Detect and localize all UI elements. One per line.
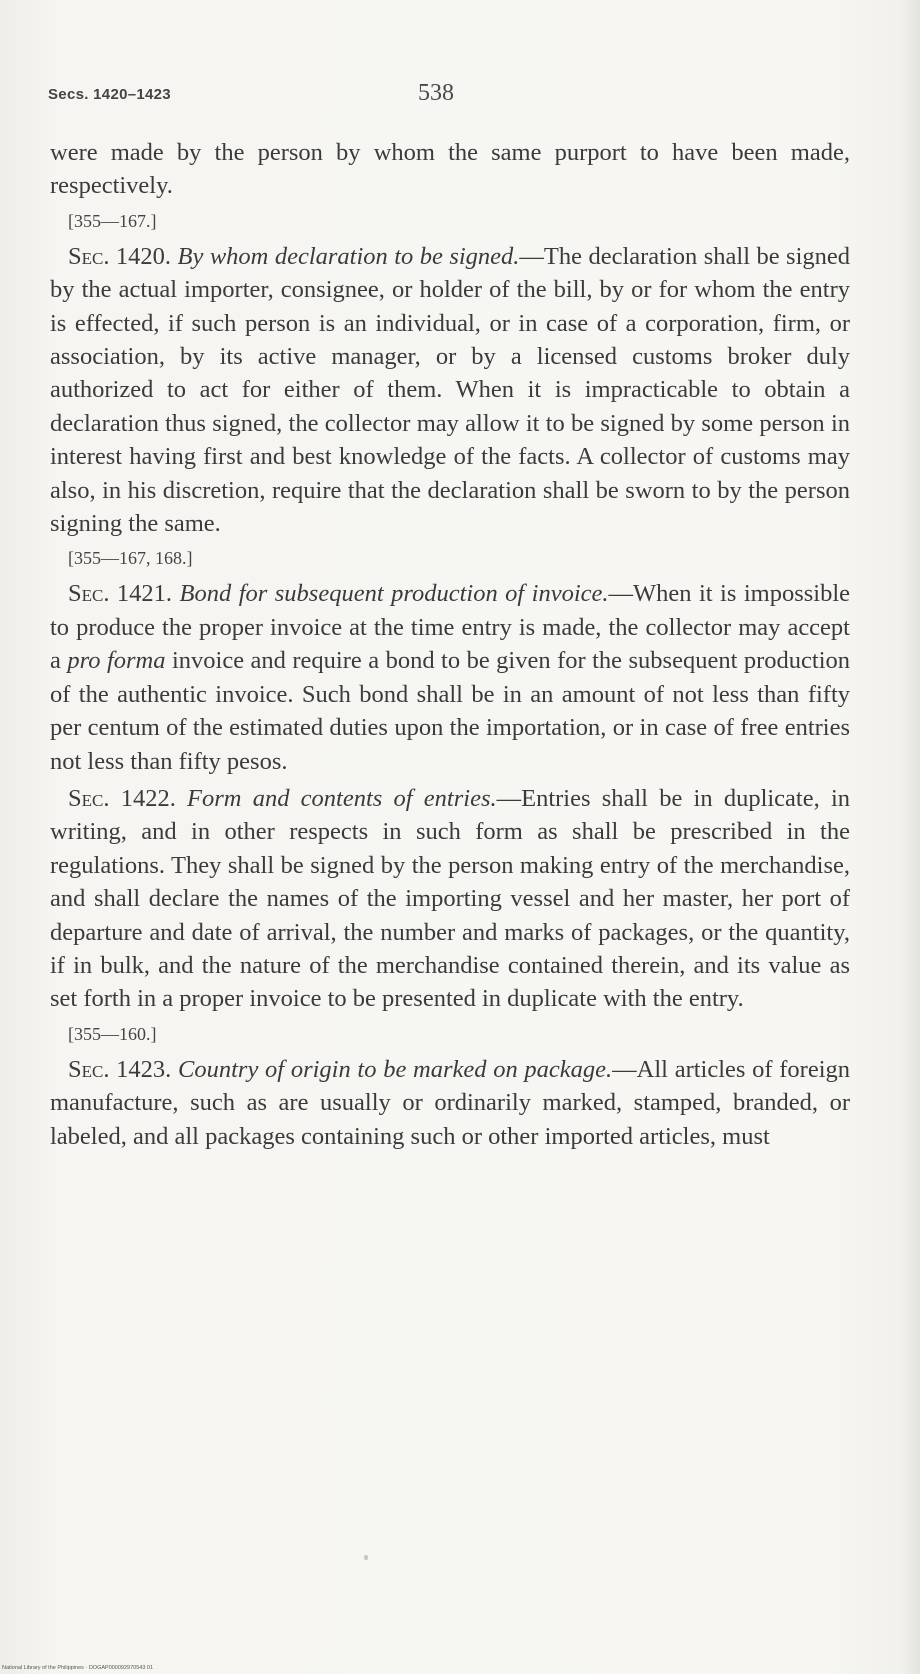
continuation-paragraph: were made by the person by whom the same purport to have been made, respectively. <box>50 139 850 200</box>
body-text <box>50 136 850 1153</box>
section-1420 <box>50 240 850 541</box>
italic-term: pro forma <box>67 647 166 675</box>
section-body: —Entries shall be in duplicate, in writing, and in other respects in such form as shall be prescribed in the regulations. They shall be signed by the person making entry of the merchandise, and shall declare the names of the importing vessel and her master, her port of departure and date of arrival, the number and marks of packages, or the quantity, if in bulk, and the nature of the merchandise contained therein, and its value as set forth in a proper invoice to be presented in duplicate with the entry. <box>50 784 851 1013</box>
scan-credit: National Library of the Philippines · DOGAP000092970543 01 <box>2 1665 154 1671</box>
source-citation: [355—167, 168.] <box>68 548 193 569</box>
running-head: Secs. 1420–1423 <box>48 86 171 103</box>
section-body: —The declaration shall be signed by the actual importer, consignee, or holder of the bill, by or for whom the entry is effected, if such person is an individual, or in case of a corporation, firm, or association, by its active manager, or by a licensed customs broker duly authorized to act for either of them. When it is impracticable to obtain a declaration thus signed, the collector may allow it to be signed by some person in interest having first and best knowledge of the facts. A collector of customs may also, in his discretion, require that the declaration shall be sworn to by the person signing the same. <box>50 242 851 538</box>
section-label: Sec. 1420. <box>68 242 172 270</box>
section-heading: Bond for subsequent production of invoice. <box>179 580 609 608</box>
section-1423 <box>50 1053 850 1153</box>
section-heading: Country of origin to be marked on package. <box>178 1055 613 1083</box>
section-label: Sec. 1422. <box>68 784 176 812</box>
scan-speck <box>364 1555 368 1560</box>
section-body-continued: invoice and require a bond to be given for the subsequent production of the authentic invoice. Such bond shall be in an amount of not less than fifty per centum of the estimated duties upon the importation, or in case of free entries not less than fifty pesos. <box>50 647 851 775</box>
source-citation: [355—167.] <box>68 210 157 231</box>
section-label: Sec. 1421. <box>68 580 173 608</box>
page-edge-shadow <box>902 0 920 1674</box>
page-number: 538 <box>418 80 454 106</box>
page-header <box>48 80 848 116</box>
section-heading: By whom declaration to be signed. <box>177 242 520 270</box>
source-citation: [355—160.] <box>68 1023 157 1044</box>
section-label: Sec. 1423. <box>68 1055 172 1083</box>
section-body: —All articles of foreign manufacture, such as are usually or ordinarily marked, stamped, branded, or labeled, and all packages containing such or other imported articles, must <box>50 1055 851 1150</box>
section-1421 <box>50 577 850 777</box>
section-heading: Form and contents of entries. <box>187 784 497 812</box>
section-body: —When it is impossible to produce the proper invoice at the time entry is made, the collector may accept a <box>50 580 851 675</box>
section-1422 <box>50 782 850 1016</box>
